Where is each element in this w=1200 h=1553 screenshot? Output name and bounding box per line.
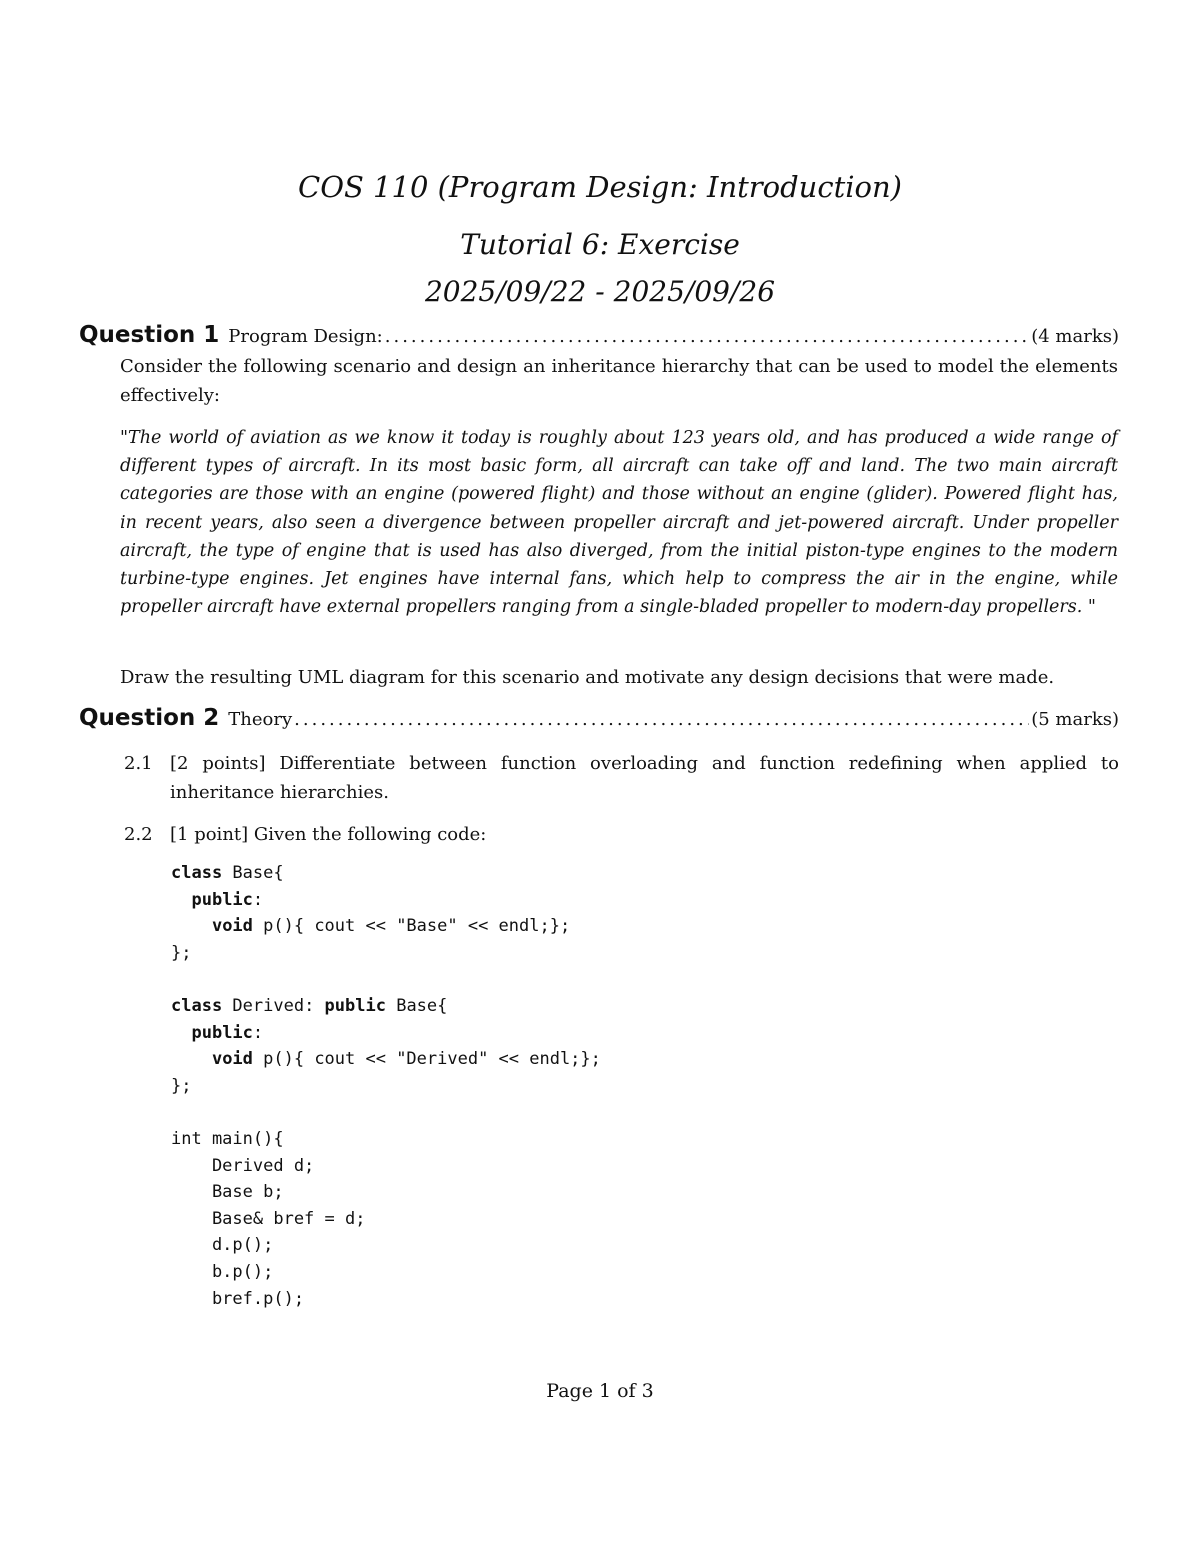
- item-number: 2.2: [124, 824, 153, 845]
- code-line: public:: [191, 889, 264, 910]
- date-range: 2025/09/22 - 2025/09/26: [424, 275, 776, 308]
- question-1-instruction: Draw the resulting UML diagram for this scenario and motivate any design decisions that were made.: [120, 667, 1055, 688]
- question-item-2-1: [124, 749, 1119, 807]
- scenario-quote: "The world of aviation as we know it today is roughly about 123 years old, and has produced a wide range of different types of aircraft. In its most basic form, all aircraft can take off and land. The two main aircraft categories are those with an engine (powered flight) and those without an engine (glider). Powered flight has, in recent years, also seen a divergence between propeller aircraft and jet-powered aircraft. Under propeller aircraft, the type of engine that is used has also diverged, from the initial piston-type engines to the modern turbine-type engines. Jet engines have internal fans, which help to compress the air in the engine, while propeller aircraft have external propellers ranging from a single-bladed propeller to modern-day propellers. ": [120, 428, 1118, 618]
- question-1-label: Question 1: [79, 322, 220, 348]
- code-line: void p(){ cout << "Base" << endl;};: [211, 916, 571, 937]
- code-line: b.p();: [171, 1261, 274, 1282]
- code-line: void p(){ cout << "Derived" << endl;};: [211, 1049, 601, 1070]
- item-text: [2 points] Differentiate between function overloading and function redefining when applied to inheritance hierarchies.: [170, 753, 1119, 803]
- question-2-marks: (5 marks): [1031, 709, 1119, 730]
- page-number: Page 1 of 3: [546, 1380, 654, 1402]
- question-2-label: Question 2: [79, 705, 220, 731]
- question-2-heading: [79, 705, 1119, 731]
- code-line: };: [171, 1075, 192, 1096]
- question-1-intro: Consider the following scenario and design an inheritance hierarchy that can be used to model the elements effectively:: [120, 356, 1118, 406]
- code-line: Derived d;: [171, 1155, 315, 1176]
- code-line: Base& bref = d;: [171, 1208, 366, 1229]
- tutorial-title: Tutorial 6: Exercise: [460, 228, 740, 261]
- question-1-heading: [79, 322, 1119, 348]
- item-number: 2.1: [124, 753, 153, 774]
- code-line: };: [171, 942, 192, 963]
- dot-leader: [294, 709, 1029, 730]
- question-item-2-2: [124, 820, 1119, 849]
- code-line: Base b;: [171, 1182, 284, 1203]
- code-line: bref.p();: [171, 1288, 305, 1309]
- question-1-topic: Program Design:: [228, 326, 383, 347]
- course-title: COS 110 (Program Design: Introduction): [298, 170, 902, 204]
- code-line: int main(){: [171, 1128, 284, 1149]
- code-line: class Base{: [171, 863, 284, 883]
- dot-leader: [385, 326, 1029, 347]
- item-text: [1 point] Given the following code:: [170, 824, 487, 845]
- code-line: public:: [191, 1022, 264, 1043]
- code-line: [171, 1099, 601, 1126]
- code-line: class Derived: public Base{: [171, 995, 448, 1016]
- question-1-marks: (4 marks): [1031, 326, 1119, 347]
- code-listing: [171, 860, 601, 1312]
- question-2-topic: Theory: [228, 709, 293, 730]
- code-line: d.p();: [171, 1235, 274, 1256]
- code-line: [171, 966, 601, 993]
